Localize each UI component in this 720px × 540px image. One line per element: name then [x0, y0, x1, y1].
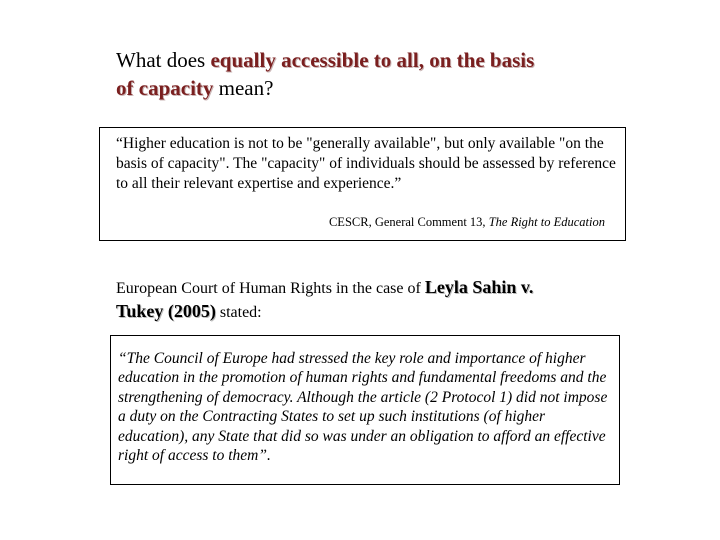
cescr-citation: [329, 214, 605, 230]
title-highlight-line2: of capacity: [116, 76, 214, 100]
case-intro: [116, 276, 616, 324]
cescr-quote-text: “Higher education is not to be "generally available", but only available "on the basis of capacity". The "capacity" of individuals should be assessed by reference to all their relevant expertise and experience.”: [116, 135, 616, 192]
cescr-quote-box: [99, 127, 626, 241]
title-suffix: mean?: [213, 76, 274, 100]
echr-quote-text: “The Council of Europe had stressed the key role and importance of higher education in the promotion of human rights and fundamental freedoms and the strengthening of democracy. Although the article (2 Protocol 1) did not impose a duty on the Contracting States to set up such institutions (of higher education), any State that did so was under an obligation to afford an effective right of access to them”.: [118, 350, 608, 465]
case-intro-prefix: European Court of Human Rights in the case of: [116, 280, 425, 297]
title-prefix: What does: [116, 48, 211, 72]
echr-quote-box: [110, 335, 620, 485]
case-intro-suffix: stated:: [215, 304, 262, 321]
title-highlight-line1: equally accessible to all, on the basis: [210, 48, 535, 72]
case-name-line1: Leyla Sahin v.: [424, 277, 534, 297]
case-name-line2: Tukey (2005): [116, 301, 216, 321]
citation-prefix: CESCR, General Comment 13,: [328, 215, 489, 229]
page-title: [116, 46, 636, 102]
citation-title: The Right to Education: [488, 215, 605, 229]
